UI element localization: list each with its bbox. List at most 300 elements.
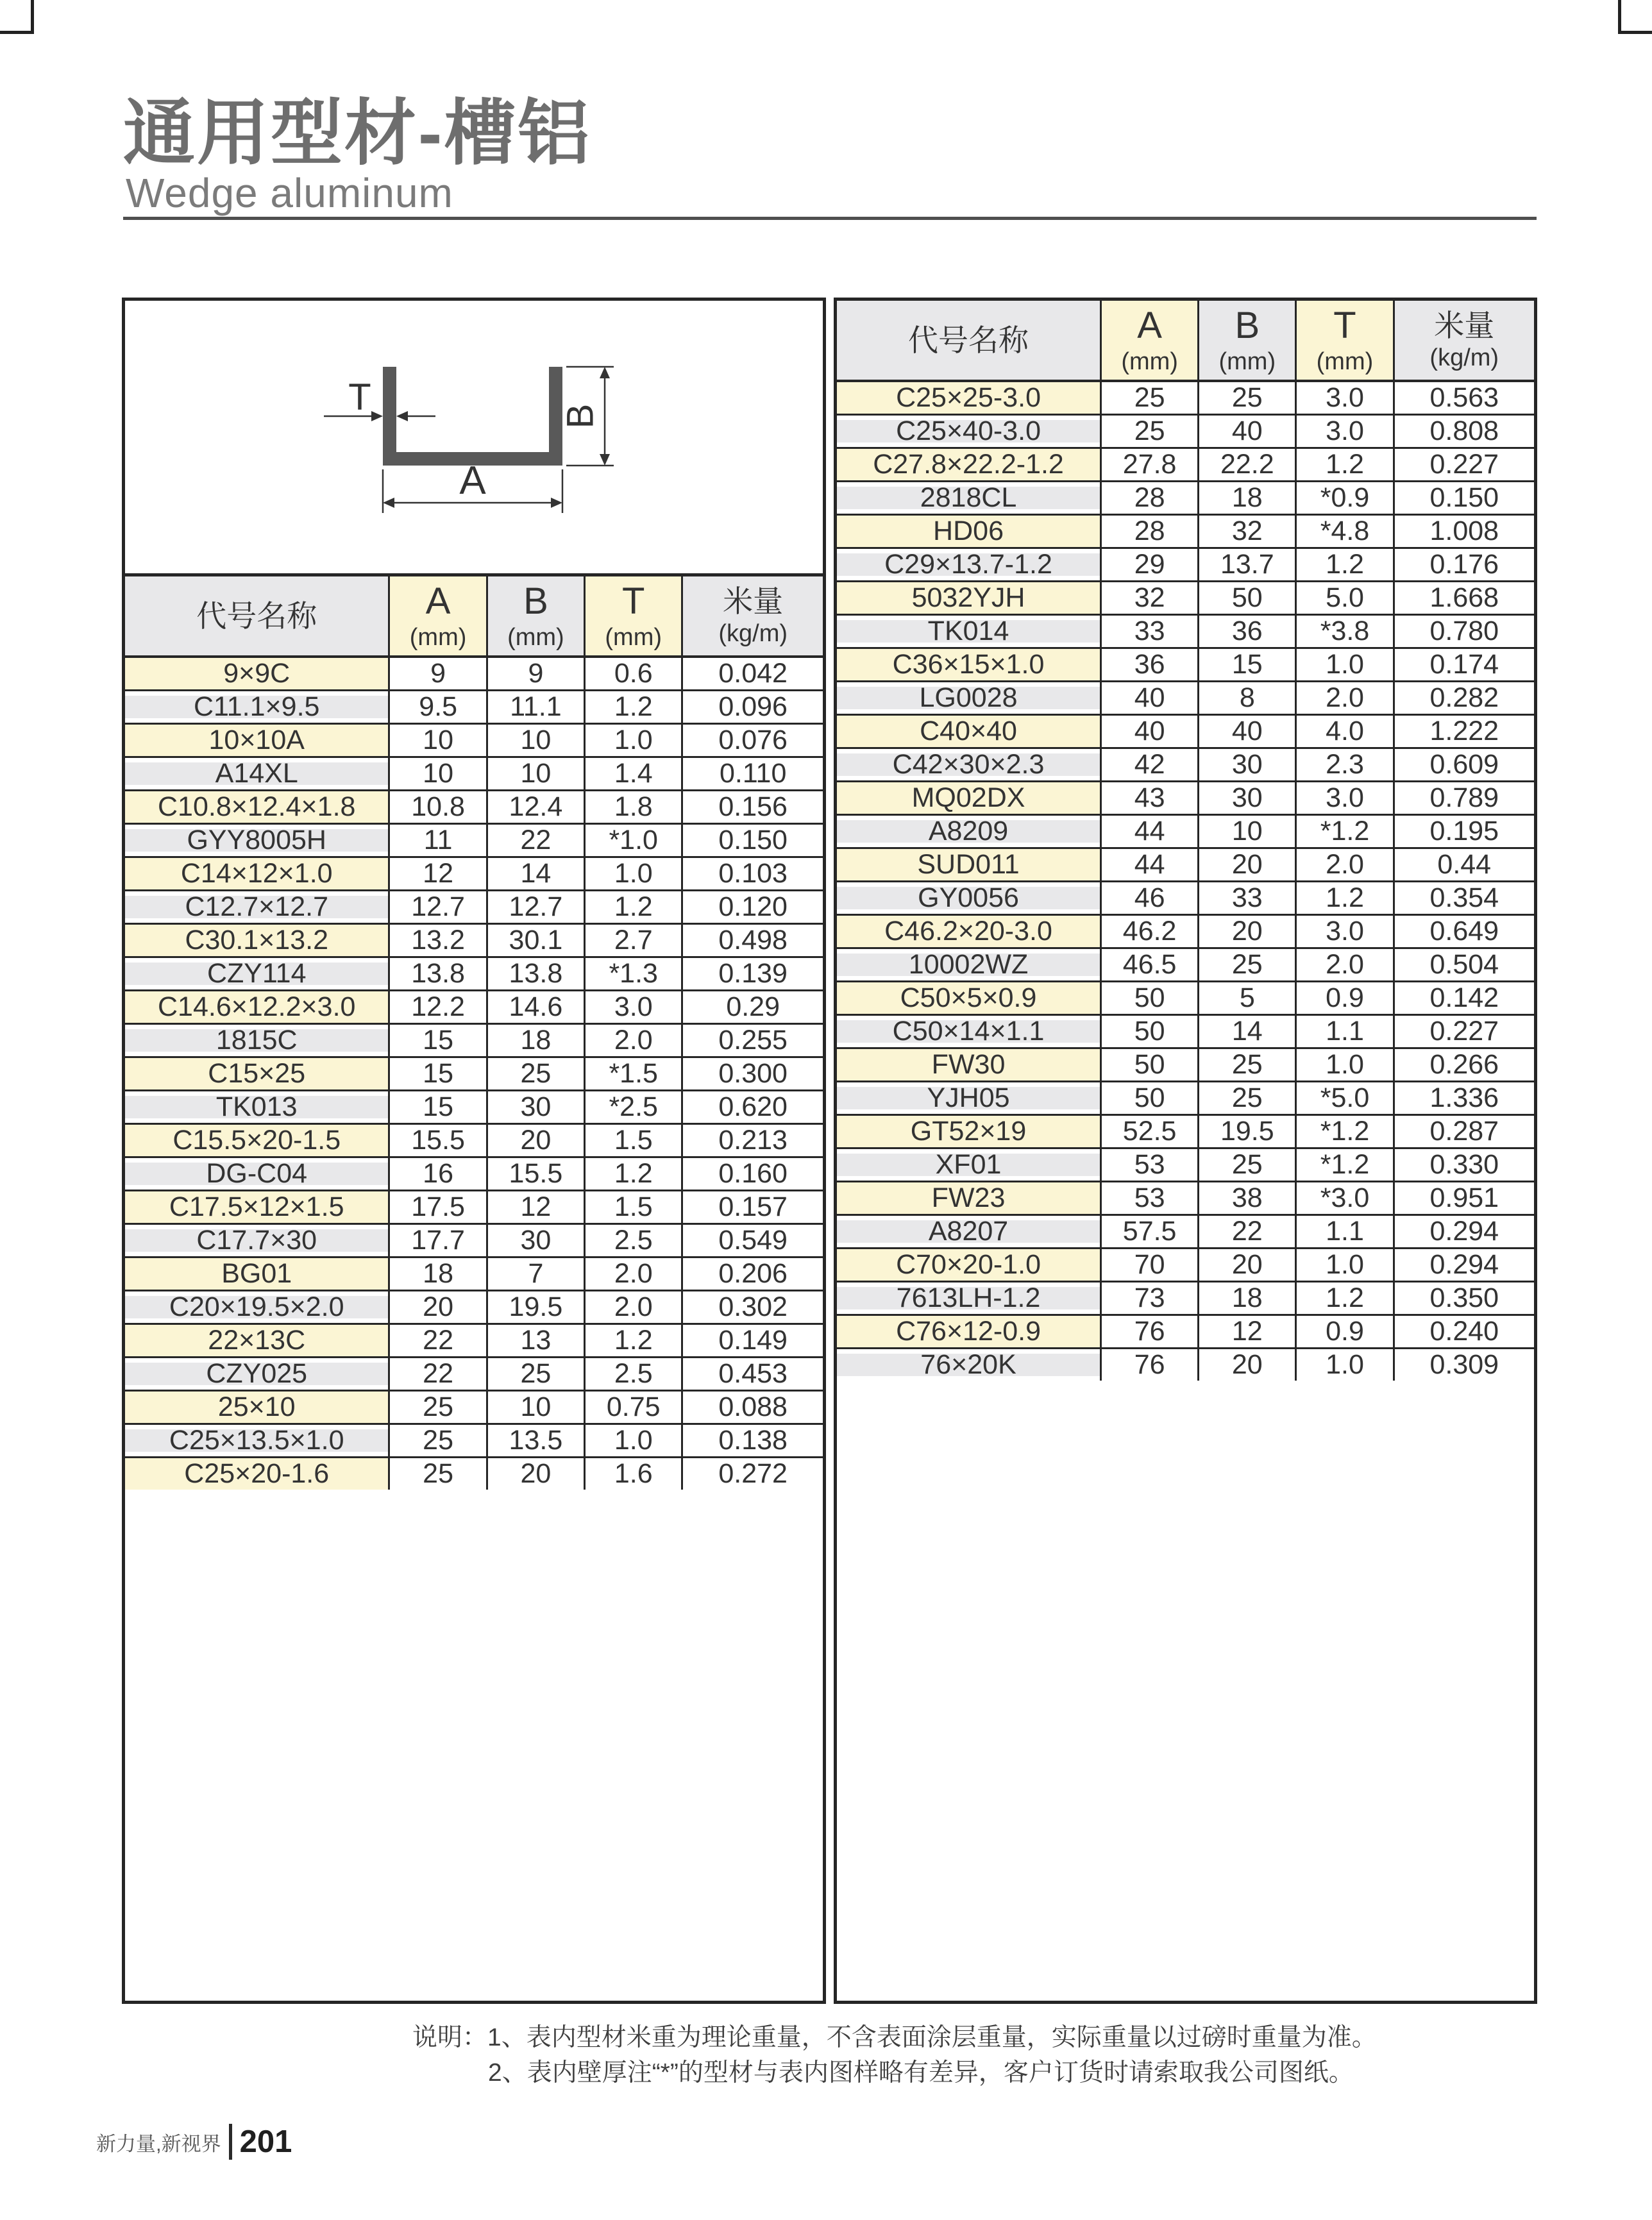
title-divider [123, 217, 1537, 220]
value-cell: 38 [1199, 1182, 1297, 1214]
value-cell: 1.0 [1297, 649, 1394, 680]
profile-code-cell: C46.2×20-3.0 [837, 916, 1102, 947]
profile-code-cell: 1815C [125, 1025, 390, 1056]
profile-code-cell: 2818CL [837, 482, 1102, 514]
value-cell: 3.0 [1297, 416, 1394, 447]
value-cell: 25 [1199, 1049, 1297, 1081]
value-cell: 12.2 [390, 991, 487, 1023]
value-cell: 3.0 [1297, 382, 1394, 414]
table-row [837, 482, 1534, 516]
value-cell: 0.330 [1395, 1149, 1534, 1181]
column-header-b [1199, 301, 1297, 380]
u-channel-diagram [125, 301, 823, 576]
value-cell: 27.8 [1102, 449, 1199, 480]
value-cell: 0.789 [1395, 782, 1534, 814]
dim-label-t: T [348, 376, 371, 418]
value-cell: 0.076 [683, 725, 823, 756]
column-header-label: T [1333, 304, 1356, 346]
value-cell: 25 [1102, 382, 1199, 414]
right-table-panel [834, 298, 1537, 2004]
value-cell: *1.5 [586, 1058, 683, 1089]
value-cell: 1.2 [586, 1158, 683, 1190]
table-row [837, 849, 1534, 882]
table-row [125, 1091, 823, 1125]
value-cell: 1.668 [1395, 582, 1534, 614]
column-header-unit: (mm) [605, 623, 662, 651]
column-header-unit: (mm) [507, 623, 564, 651]
table-row [837, 416, 1534, 449]
value-cell: 32 [1102, 582, 1199, 614]
dim-label-b: B [559, 403, 602, 429]
table-row [125, 1458, 823, 1490]
value-cell: 12.7 [390, 891, 487, 923]
profile-code-cell: 5032YJH [837, 582, 1102, 614]
value-cell: 1.2 [586, 891, 683, 923]
value-cell: 40 [1199, 416, 1297, 447]
value-cell: 0.504 [1395, 949, 1534, 980]
value-cell: 0.110 [683, 758, 823, 789]
note-line-2: 2、表内壁厚注“*”的型材与表内图样略有差异，客户订货时请索取我公司图纸。 [488, 2059, 1354, 2087]
value-cell: 12 [488, 1191, 586, 1223]
value-cell: 0.156 [683, 791, 823, 823]
value-cell: 9.5 [390, 691, 487, 723]
value-cell: 25 [1199, 949, 1297, 980]
profile-code-cell: 7613LH-1.2 [837, 1282, 1102, 1314]
value-cell: 0.227 [1395, 449, 1534, 480]
column-header-weight [683, 576, 823, 655]
value-cell: 1.2 [586, 691, 683, 723]
value-cell: 0.287 [1395, 1116, 1534, 1147]
table-row [837, 1282, 1534, 1316]
profile-code-cell: XF01 [837, 1149, 1102, 1181]
value-cell: 2.5 [586, 1358, 683, 1390]
column-header-unit: (mm) [1121, 348, 1178, 375]
column-header-a [390, 576, 487, 655]
value-cell: 53 [1102, 1149, 1199, 1181]
value-cell: 0.620 [683, 1091, 823, 1123]
value-cell: *5.0 [1297, 1082, 1394, 1114]
profile-code-cell: C25×40-3.0 [837, 416, 1102, 447]
value-cell: 20 [1199, 916, 1297, 947]
value-cell: 28 [1102, 516, 1199, 547]
value-cell: 29 [1102, 549, 1199, 580]
profile-code-cell: CZY114 [125, 958, 390, 989]
column-header-label: B [523, 580, 548, 622]
value-cell: 15 [390, 1058, 487, 1089]
value-cell: 30 [488, 1091, 586, 1123]
value-cell: *1.0 [586, 825, 683, 856]
value-cell: 46 [1102, 882, 1199, 914]
table-row [125, 1291, 823, 1325]
value-cell: 15 [1199, 649, 1297, 680]
table-row [837, 1049, 1534, 1082]
profile-code-cell: C25×20-1.6 [125, 1458, 390, 1490]
table-row [837, 649, 1534, 682]
value-cell: 5.0 [1297, 582, 1394, 614]
value-cell: 1.5 [586, 1191, 683, 1223]
column-header-unit: (mm) [1316, 348, 1374, 375]
value-cell: 25 [390, 1392, 487, 1423]
value-cell: 0.176 [1395, 549, 1534, 580]
profile-code-cell: C10.8×12.4×1.8 [125, 791, 390, 823]
value-cell: 42 [1102, 749, 1199, 780]
value-cell: 0.309 [1395, 1349, 1534, 1381]
table-row [837, 1082, 1534, 1116]
column-header-label: A [1137, 304, 1162, 346]
value-cell: 32 [1199, 516, 1297, 547]
table-row [837, 1316, 1534, 1349]
value-cell: 0.213 [683, 1125, 823, 1156]
value-cell: 1.2 [1297, 882, 1394, 914]
value-cell: 1.8 [586, 791, 683, 823]
table-row [125, 825, 823, 858]
table-row [125, 991, 823, 1025]
value-cell: 0.240 [1395, 1316, 1534, 1347]
profile-code-cell: C36×15×1.0 [837, 649, 1102, 680]
value-cell: 20 [390, 1291, 487, 1323]
value-cell: 30 [488, 1225, 586, 1256]
value-cell: 20 [488, 1125, 586, 1156]
profile-code-cell: C15.5×20-1.5 [125, 1125, 390, 1156]
value-cell: *0.9 [1297, 482, 1394, 514]
column-header-label: 米量 [1434, 308, 1495, 342]
profile-code-cell: GY0056 [837, 882, 1102, 914]
value-cell: 22.2 [1199, 449, 1297, 480]
value-cell: 15 [390, 1091, 487, 1123]
profile-code-cell: TK013 [125, 1091, 390, 1123]
profile-code-cell: C25×25-3.0 [837, 382, 1102, 414]
value-cell: 22 [390, 1325, 487, 1356]
value-cell: 1.2 [1297, 449, 1394, 480]
value-cell: 25 [1102, 416, 1199, 447]
table-row [125, 658, 823, 691]
table-row [837, 1149, 1534, 1182]
value-cell: 30 [1199, 749, 1297, 780]
value-cell: 25 [390, 1458, 487, 1490]
value-cell: 3.0 [1297, 782, 1394, 814]
profile-code-cell: C12.7×12.7 [125, 891, 390, 923]
value-cell: 18 [390, 1258, 487, 1290]
value-cell: 36 [1102, 649, 1199, 680]
table-row [837, 782, 1534, 816]
column-header-t [1297, 301, 1394, 380]
table-row [125, 1325, 823, 1358]
value-cell: 7 [488, 1258, 586, 1290]
column-header-t [586, 576, 683, 655]
column-header-label: T [622, 580, 645, 622]
value-cell: 53 [1102, 1182, 1199, 1214]
profile-code-cell: C27.8×22.2-1.2 [837, 449, 1102, 480]
footer-slogan: 新力量,新视界 [96, 2132, 221, 2155]
value-cell: 1.1 [1297, 1216, 1394, 1247]
value-cell: 0.150 [683, 825, 823, 856]
value-cell: 50 [1102, 1049, 1199, 1081]
value-cell: 1.336 [1395, 1082, 1534, 1114]
value-cell: 0.138 [683, 1425, 823, 1456]
value-cell: 25 [390, 1425, 487, 1456]
value-cell: 0.195 [1395, 816, 1534, 847]
value-cell: 1.2 [1297, 1282, 1394, 1314]
profile-code-cell: A8209 [837, 816, 1102, 847]
value-cell: 1.6 [586, 1458, 683, 1490]
value-cell: 44 [1102, 816, 1199, 847]
value-cell: 18 [488, 1025, 586, 1056]
value-cell: 1.2 [586, 1325, 683, 1356]
table-row [837, 816, 1534, 849]
table-row [125, 1392, 823, 1425]
value-cell: 10 [390, 725, 487, 756]
profile-code-cell: C14.6×12.2×3.0 [125, 991, 390, 1023]
profiles-table-right [837, 301, 1534, 1381]
value-cell: 8 [1199, 682, 1297, 714]
value-cell: 36 [1199, 616, 1297, 647]
value-cell: 0.206 [683, 1258, 823, 1290]
value-cell: 0.266 [1395, 1049, 1534, 1081]
profile-code-cell: C17.7×30 [125, 1225, 390, 1256]
value-cell: 15.5 [488, 1158, 586, 1190]
profile-code-cell: 76×20K [837, 1349, 1102, 1381]
value-cell: 33 [1102, 616, 1199, 647]
value-cell: 0.227 [1395, 1016, 1534, 1047]
table-row [837, 549, 1534, 582]
value-cell: 25 [488, 1058, 586, 1089]
value-cell: 10 [488, 1392, 586, 1423]
value-cell: 13.7 [1199, 549, 1297, 580]
value-cell: 33 [1199, 882, 1297, 914]
value-cell: 0.294 [1395, 1216, 1534, 1247]
column-header-name [837, 301, 1102, 380]
value-cell: 0.042 [683, 658, 823, 689]
profile-code-cell: C14×12×1.0 [125, 858, 390, 889]
value-cell: 18 [1199, 482, 1297, 514]
value-cell: 0.088 [683, 1392, 823, 1423]
value-cell: 20 [1199, 849, 1297, 880]
value-cell: 3.0 [1297, 916, 1394, 947]
value-cell: 0.498 [683, 925, 823, 956]
value-cell: 1.0 [586, 858, 683, 889]
column-header-name [125, 576, 390, 655]
column-header-label: 代号名称 [196, 599, 317, 633]
value-cell: 0.150 [1395, 482, 1534, 514]
value-cell: 1.1 [1297, 1016, 1394, 1047]
value-cell: 12 [390, 858, 487, 889]
value-cell: 2.0 [1297, 949, 1394, 980]
value-cell: 0.6 [586, 658, 683, 689]
value-cell: 25 [1199, 382, 1297, 414]
profile-code-cell: C17.5×12×1.5 [125, 1191, 390, 1223]
value-cell: 28 [1102, 482, 1199, 514]
value-cell: 0.103 [683, 858, 823, 889]
table-row [125, 1191, 823, 1225]
column-header-label: 米量 [723, 584, 784, 618]
value-cell: 13.8 [488, 958, 586, 989]
value-cell: 40 [1199, 716, 1297, 747]
value-cell: 40 [1102, 682, 1199, 714]
value-cell: 9 [488, 658, 586, 689]
value-cell: 0.609 [1395, 749, 1534, 780]
profile-code-cell: 9×9C [125, 658, 390, 689]
profile-code-cell: FW23 [837, 1182, 1102, 1214]
value-cell: 0.149 [683, 1325, 823, 1356]
value-cell: 46.2 [1102, 916, 1199, 947]
value-cell: 14 [488, 858, 586, 889]
profile-code-cell: SUD011 [837, 849, 1102, 880]
profile-code-cell: YJH05 [837, 1082, 1102, 1114]
table-row [837, 1216, 1534, 1249]
table-notes [412, 2020, 1377, 2090]
value-cell: 0.139 [683, 958, 823, 989]
value-cell: 10.8 [390, 791, 487, 823]
value-cell: 2.5 [586, 1225, 683, 1256]
value-cell: 2.0 [1297, 849, 1394, 880]
value-cell: 20 [488, 1458, 586, 1490]
profile-code-cell: A14XL [125, 758, 390, 789]
value-cell: 0.350 [1395, 1282, 1534, 1314]
value-cell: 25 [1199, 1082, 1297, 1114]
crop-mark-top-right [1618, 0, 1652, 34]
value-cell: 0.255 [683, 1025, 823, 1056]
value-cell: 5 [1199, 982, 1297, 1014]
value-cell: *1.2 [1297, 1116, 1394, 1147]
value-cell: *2.5 [586, 1091, 683, 1123]
value-cell: 2.0 [586, 1291, 683, 1323]
value-cell: 0.142 [1395, 982, 1534, 1014]
left-table-panel [122, 298, 826, 2004]
profile-code-cell: C76×12-0.9 [837, 1316, 1102, 1347]
profile-code-cell: C29×13.7-1.2 [837, 549, 1102, 580]
value-cell: 11 [390, 825, 487, 856]
table-row [837, 1249, 1534, 1282]
value-cell: 0.174 [1395, 649, 1534, 680]
value-cell: 14 [1199, 1016, 1297, 1047]
value-cell: 17.5 [390, 1191, 487, 1223]
profile-code-cell: C50×14×1.1 [837, 1016, 1102, 1047]
value-cell: 0.157 [683, 1191, 823, 1223]
profile-code-cell: TK014 [837, 616, 1102, 647]
u-channel-drawing-icon [125, 301, 823, 573]
value-cell: 0.9 [1297, 1316, 1394, 1347]
value-cell: 1.222 [1395, 716, 1534, 747]
value-cell: 13.8 [390, 958, 487, 989]
table-row [837, 982, 1534, 1016]
value-cell: 50 [1102, 982, 1199, 1014]
value-cell: 30 [1199, 782, 1297, 814]
value-cell: *1.2 [1297, 1149, 1394, 1181]
profile-code-cell: MQ02DX [837, 782, 1102, 814]
profile-code-cell: HD06 [837, 516, 1102, 547]
profile-code-cell: 25×10 [125, 1392, 390, 1423]
value-cell: 15.5 [390, 1125, 487, 1156]
table-row [837, 1116, 1534, 1149]
profile-code-cell: C40×40 [837, 716, 1102, 747]
column-header-b [488, 576, 586, 655]
page-subtitle: Wedge aluminum [126, 170, 453, 216]
table-row [125, 1158, 823, 1191]
value-cell: *3.8 [1297, 616, 1394, 647]
profile-code-cell: CZY025 [125, 1358, 390, 1390]
profile-code-cell: C42×30×2.3 [837, 749, 1102, 780]
value-cell: 50 [1102, 1016, 1199, 1047]
table-row [125, 691, 823, 725]
value-cell: 13 [488, 1325, 586, 1356]
table-row [837, 582, 1534, 616]
value-cell: 12 [1199, 1316, 1297, 1347]
value-cell: 57.5 [1102, 1216, 1199, 1247]
value-cell: 1.008 [1395, 516, 1534, 547]
value-cell: 22 [1199, 1216, 1297, 1247]
profile-code-cell: GT52×19 [837, 1116, 1102, 1147]
value-cell: *3.0 [1297, 1182, 1394, 1214]
value-cell: 0.096 [683, 691, 823, 723]
value-cell: 18 [1199, 1282, 1297, 1314]
value-cell: 0.563 [1395, 382, 1534, 414]
column-header-label: A [425, 580, 451, 622]
table-row [837, 716, 1534, 749]
table-row [125, 891, 823, 925]
column-header-unit: (mm) [1218, 348, 1276, 375]
value-cell: 70 [1102, 1249, 1199, 1281]
page-title: 通用型材-槽铝 [123, 93, 592, 173]
value-cell: 0.294 [1395, 1249, 1534, 1281]
profile-code-cell: BG01 [125, 1258, 390, 1290]
value-cell: 52.5 [1102, 1116, 1199, 1147]
table-row [837, 949, 1534, 982]
value-cell: 43 [1102, 782, 1199, 814]
dim-label-a: A [459, 458, 486, 503]
table-row [837, 516, 1534, 549]
value-cell: 14.6 [488, 991, 586, 1023]
table-row [125, 858, 823, 891]
table-row [125, 758, 823, 791]
profile-code-cell: FW30 [837, 1049, 1102, 1081]
table-row [837, 616, 1534, 649]
value-cell: 13.2 [390, 925, 487, 956]
value-cell: 22 [488, 825, 586, 856]
table-row [125, 725, 823, 758]
profile-code-cell: C20×19.5×2.0 [125, 1291, 390, 1323]
value-cell: 44 [1102, 849, 1199, 880]
column-header-a [1102, 301, 1199, 380]
value-cell: 76 [1102, 1316, 1199, 1347]
value-cell: 0.29 [683, 991, 823, 1023]
value-cell: *1.3 [586, 958, 683, 989]
value-cell: 13.5 [488, 1425, 586, 1456]
value-cell: 1.0 [1297, 1249, 1394, 1281]
profile-code-cell: LG0028 [837, 682, 1102, 714]
value-cell: 0.272 [683, 1458, 823, 1490]
column-header-unit: (kg/m) [718, 620, 788, 647]
profile-code-cell: 22×13C [125, 1325, 390, 1356]
value-cell: 0.302 [683, 1291, 823, 1323]
value-cell: 0.951 [1395, 1182, 1534, 1214]
table-row [837, 749, 1534, 782]
value-cell: 0.780 [1395, 616, 1534, 647]
value-cell: 0.808 [1395, 416, 1534, 447]
value-cell: 19.5 [1199, 1116, 1297, 1147]
value-cell: 1.0 [1297, 1349, 1394, 1381]
table-row [125, 1225, 823, 1258]
table-row [837, 1349, 1534, 1381]
crop-mark-top-left [0, 0, 34, 34]
value-cell: 0.354 [1395, 882, 1534, 914]
value-cell: 4.0 [1297, 716, 1394, 747]
table-row [125, 1425, 823, 1458]
value-cell: 17.7 [390, 1225, 487, 1256]
profile-code-cell: C11.1×9.5 [125, 691, 390, 723]
value-cell: 0.282 [1395, 682, 1534, 714]
table-row [125, 1358, 823, 1392]
profile-code-cell: C30.1×13.2 [125, 925, 390, 956]
